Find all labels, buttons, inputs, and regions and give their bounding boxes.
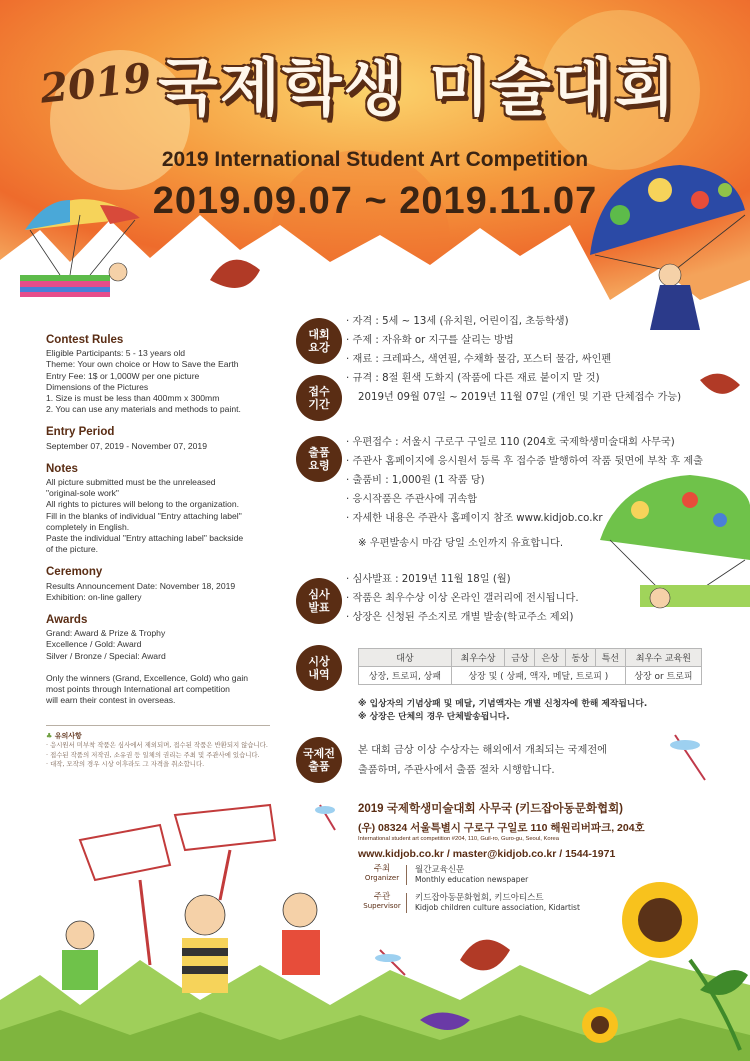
contest-rules-line: Entry Fee: 1$ or 1,000W per one picture [46, 370, 200, 381]
address-english: International student art competition #204, 110, Guil-ro, Guro-gu, Seoul, Korea [358, 836, 559, 842]
awards-note: ※ 상장은 단체의 경우 단체발송됩니다. [358, 712, 510, 722]
submit-item: · 우편접수 : 서울시 구로구 구일로 110 (204호 국제학생미술대회 사무국) [346, 437, 675, 448]
section-divider [46, 725, 270, 726]
awards-line: most points through International art competition [46, 684, 230, 695]
submit-item: · 자세한 내용은 주관사 홈페이지 참조 www.kidjob.co.kr [346, 513, 603, 524]
contest-rules-heading: Contest Rules [46, 334, 124, 346]
awards-line: Excellence / Gold: Award [46, 639, 142, 650]
badge-submit: 출품 요령 [296, 436, 342, 482]
notes-line: of the picture. [46, 544, 99, 555]
ceremony-heading: Ceremony [46, 566, 103, 579]
outline-info [346, 312, 611, 388]
contest-rules-line: Theme: Your own choice or How to Save the Earth [46, 359, 239, 370]
awards-line: Silver / Bronze / Special: Award [46, 650, 166, 661]
awards-header-cell: 금상 [505, 649, 535, 667]
judging-item: · 상장은 신청된 주소지로 개별 발송(학교주소 제외) [346, 612, 574, 623]
notes-line: All rights to pictures will belong to the organization. [46, 499, 239, 510]
awards-notes [358, 698, 647, 724]
poster-title-english: 2019 International Student Art Competition [161, 148, 589, 171]
judging-item: · 작품은 최우수상 이상 온라인 갤러리에 전시됩니다. [346, 593, 579, 604]
poster-title-korean: 국제학생 미술대회 [158, 51, 677, 124]
awards-line: Only the winners (Grand, Excellence, Gold) who gain [46, 672, 249, 683]
notice-line: · 접수된 작품의 저작권, 소유권 등 일체의 권리는 주최 및 주관사에 있습니다. [46, 750, 260, 759]
judging-item: · 심사발표 : 2019년 11월 18일 (월) [346, 574, 511, 585]
notes-line: "original-sole work" [46, 488, 119, 499]
awards-header-cell: 최우수상 [451, 649, 505, 667]
supervisor-label [358, 893, 406, 911]
contest-rules-line: 1. Size is must be less than 400mm x 300mm [46, 393, 220, 404]
notice-title-row [46, 732, 286, 741]
international-line: 출품하며, 주관사에서 출품 절차 시행합니다. [358, 765, 555, 776]
notice-title: 유의사항 [54, 732, 82, 740]
entry-period-heading: Entry Period [46, 426, 115, 439]
ceremony-line: Results Announcement Date: November 18, 2019 [46, 580, 236, 591]
awards-table-row [359, 667, 702, 685]
awards-line [46, 662, 286, 673]
submit-item: · 응시작품은 주관사에 귀속함 [346, 494, 478, 505]
contest-rules-line: Dimensions of the Pictures [46, 381, 149, 392]
outline-item: · 재료 : 크레파스, 색연필, 수채화 물감, 포스터 물감, 싸인펜 [346, 354, 612, 365]
english-info-column [46, 335, 286, 718]
badge-outline: 대회 요강 [296, 318, 342, 364]
ceremony-line: Exhibition: on-line gallery [46, 591, 142, 602]
awards-header-cell: 최우수 교육원 [625, 649, 701, 667]
poster-dates: 2019.09.07 ~ 2019.11.07 [152, 180, 598, 222]
awards-table [358, 648, 702, 685]
entry-period-section [46, 427, 286, 451]
awards-line: will earn their contest in overseas. [46, 695, 176, 706]
host-label-ko: 주최 [373, 864, 391, 874]
contest-rules-line: 2. You can use any materials and methods to paint. [46, 404, 241, 415]
office-name: 2019 국제학생미술대회 사무국 (키드잡아동문화협회) [358, 803, 624, 815]
awards-cell: 상장 or 트로피 [625, 667, 701, 685]
badge-judging: 심사 발표 [296, 578, 342, 624]
notes-line: completely in English. [46, 521, 130, 532]
submit-info [346, 433, 703, 553]
supervisor-name-en: Kidjob children culture association, Kidartist [415, 903, 580, 912]
notice-box [46, 732, 286, 769]
awards-note: ※ 입상자의 기념상패 및 메달, 기념액자는 개별 신청자에 한해 제작됩니다. [358, 699, 648, 709]
host-label [358, 865, 406, 883]
judging-info [346, 570, 579, 627]
outline-item: · 자격 : 5세 ~ 13세 (유치원, 어린이집, 초등학생) [346, 316, 569, 327]
awards-header-cell: 은상 [535, 649, 565, 667]
badge-period: 접수 기간 [296, 375, 342, 421]
notice-line: · 대작, 모작의 경우 시상 이후라도 그 자격을 취소합니다. [46, 759, 205, 768]
awards-heading: Awards [46, 614, 88, 627]
clover-icon: ♣ [46, 732, 53, 740]
notes-line: Fill in the blanks of individual "Entry attaching label" [46, 510, 242, 521]
address-korean: (우) 08324 서울특별시 구로구 구일로 110 해원리버파크, 204호 [358, 822, 645, 834]
contest-rules-line: Eligible Participants: 5 - 13 years old [46, 348, 186, 359]
awards-header-cell: 특선 [595, 649, 625, 667]
supervisor-label-ko: 주관 [373, 892, 391, 902]
ceremony-section [46, 567, 286, 603]
host-name-ko: 월간교육신문 [415, 865, 465, 875]
awards-table-header [359, 649, 702, 667]
period-text: 2019년 09월 07일 ~ 2019년 11월 07일 (개인 및 기관 단체접수 가능) [358, 392, 682, 403]
contest-rules-section [46, 335, 286, 415]
international-line: 본 대회 금상 이상 수상자는 해외에서 개최되는 국제전에 [358, 745, 608, 756]
supervisor-name-ko: 키드잡아동문화협회, 키드아티스트 [415, 893, 544, 903]
outline-item: · 주제 : 자유화 or 지구를 살리는 방법 [346, 335, 514, 346]
awards-header-cell: 대상 [359, 649, 452, 667]
host-name-en: Monthly education newspaper [415, 875, 529, 884]
poster-year: 2019 [37, 54, 154, 113]
badge-international: 국제전 출품 [296, 737, 342, 783]
contact-info[interactable]: www.kidjob.co.kr / master@kidjob.co.kr / 1544-1971 [358, 848, 616, 860]
notes-section [46, 464, 286, 556]
badge-awards: 시상 내역 [296, 645, 342, 691]
supervisor-row [358, 893, 580, 913]
supervisor-values [406, 893, 580, 913]
awards-header-cell: 동상 [565, 649, 595, 667]
submit-item: · 주관사 홈페이지에 응시원서 등록 후 접수증 발행하여 작품 뒷면에 부착 후 제출 [346, 456, 704, 467]
notes-line: All picture submitted must be the unreleased [46, 477, 216, 488]
awards-cell: 상장, 트로피, 상패 [359, 667, 452, 685]
international-info [358, 741, 607, 781]
submit-note: ※ 우편발송시 마감 당일 소인까지 유효합니다. [358, 538, 564, 549]
awards-section [46, 615, 286, 706]
submit-item: · 출품비 : 1,000원 (1 작품 당) [346, 475, 485, 486]
entry-period-line: September 07, 2019 - November 07, 2019 [46, 440, 207, 451]
notes-heading: Notes [46, 462, 78, 475]
host-row [358, 865, 580, 885]
organizer-block [358, 800, 645, 860]
host-values [406, 865, 528, 885]
awards-cell: 상장 및 ( 상패, 액자, 메달, 트로피 ) [451, 667, 625, 685]
host-label-en: Organizer [364, 874, 400, 882]
awards-line: Grand: Award & Prize & Trophy [46, 628, 166, 639]
outline-item: · 규격 : 8절 흰색 도화지 (작품에 다른 재료 붙이지 말 것) [346, 373, 600, 384]
notes-line: Paste the individual "Entry attaching label" backside [46, 533, 244, 544]
notice-line: · 응시원서 미부착 작품은 심사에서 제외되며, 접수된 작품은 반환되지 않습니다. [46, 741, 268, 750]
host-block [358, 865, 580, 921]
supervisor-label-en: Supervisor [363, 902, 401, 910]
